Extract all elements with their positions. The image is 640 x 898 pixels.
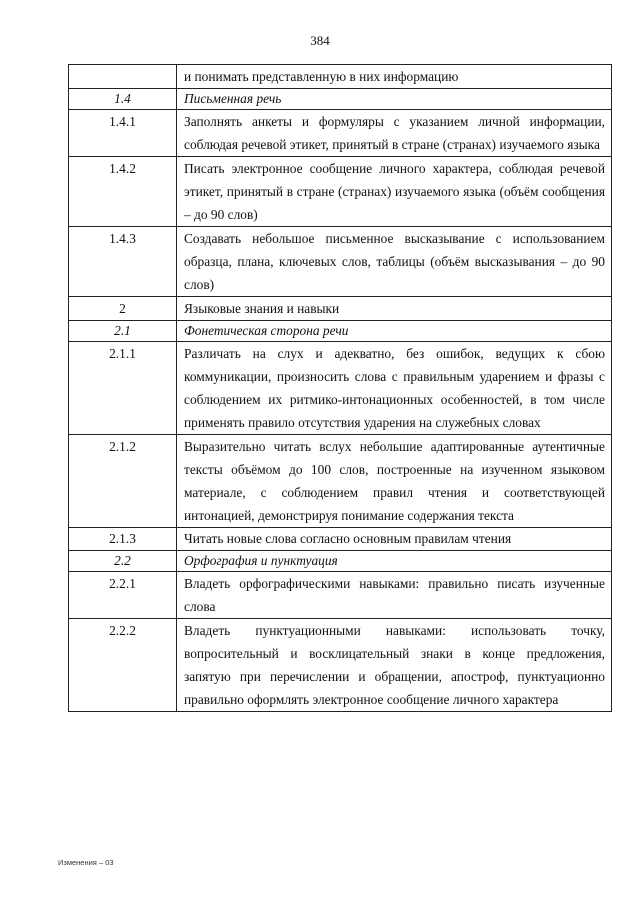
row-text: Писать электронное сообщение личного характера, соблюдая речевой этикет, принятый в стране (странах) изучаемого языка (объём сообщения – до 90 слов) (177, 157, 612, 227)
table-row (69, 157, 612, 227)
section-title: Фонетическая сторона речи (177, 321, 612, 342)
row-code: 1.4.1 (69, 110, 177, 157)
page-number: 384 (310, 33, 330, 48)
section-code: 2.1 (69, 321, 177, 342)
section-code: 1.4 (69, 89, 177, 110)
section-row (69, 89, 612, 110)
row-text: Языковые знания и навыки (177, 297, 612, 321)
row-text: Различать на слух и адекватно, без ошибок, ведущих к сбою коммуникации, произносить слова с правильным ударением и фразы с соблюдением их ритмико-интонационных особенностей, в том числе применять правило отсутствия ударения на служебных словах (177, 342, 612, 435)
row-text: и понимать представленную в них информацию (177, 65, 612, 89)
table-row (69, 110, 612, 157)
row-code (69, 65, 177, 89)
table-row (69, 435, 612, 528)
row-code: 1.4.2 (69, 157, 177, 227)
section-code: 2.2 (69, 551, 177, 572)
table-row (69, 65, 612, 89)
table-row (69, 528, 612, 551)
section-row (69, 321, 612, 342)
row-code: 2.1.3 (69, 528, 177, 551)
row-text: Владеть орфографическими навыками: правильно писать изученные слова (177, 572, 612, 619)
section-title: Письменная речь (177, 89, 612, 110)
row-code: 2.1.1 (69, 342, 177, 435)
row-text: Выразительно читать вслух небольшие адаптированные аутентичные тексты объёмом до 100 слов, построенные на изученном языковом материале, с соблюдением правил чтения и соответствующей интонацией, демонстрируя понимание содержания текста (177, 435, 612, 528)
row-code: 2.2.1 (69, 572, 177, 619)
row-code: 2 (69, 297, 177, 321)
row-code: 2.1.2 (69, 435, 177, 528)
table-row (69, 227, 612, 297)
row-code: 2.2.2 (69, 619, 177, 712)
row-text: Создавать небольшое письменное высказывание с использованием образца, плана, ключевых слов, таблицы (объём высказывания – до 90 слов) (177, 227, 612, 297)
requirements-table (68, 64, 612, 712)
row-text: Читать новые слова согласно основным правилам чтения (177, 528, 612, 551)
table-row (69, 342, 612, 435)
row-text: Владеть пунктуационными навыками: использовать точку, вопросительный и восклицательный знаки в конце предложения, запятую при перечислении и обращении, апостроф, пунктуационно правильно оформлять электронное сообщение личного характера (177, 619, 612, 712)
table-row (69, 572, 612, 619)
section-row (69, 551, 612, 572)
row-code: 1.4.3 (69, 227, 177, 297)
table-row (69, 619, 612, 712)
table-row (69, 297, 612, 321)
row-text: Заполнять анкеты и формуляры с указанием личной информации, соблюдая речевой этикет, принятый в стране (странах) изучаемого языка (177, 110, 612, 157)
section-title: Орфография и пунктуация (177, 551, 612, 572)
footer-revision-note: Изменения – 03 (58, 858, 114, 867)
